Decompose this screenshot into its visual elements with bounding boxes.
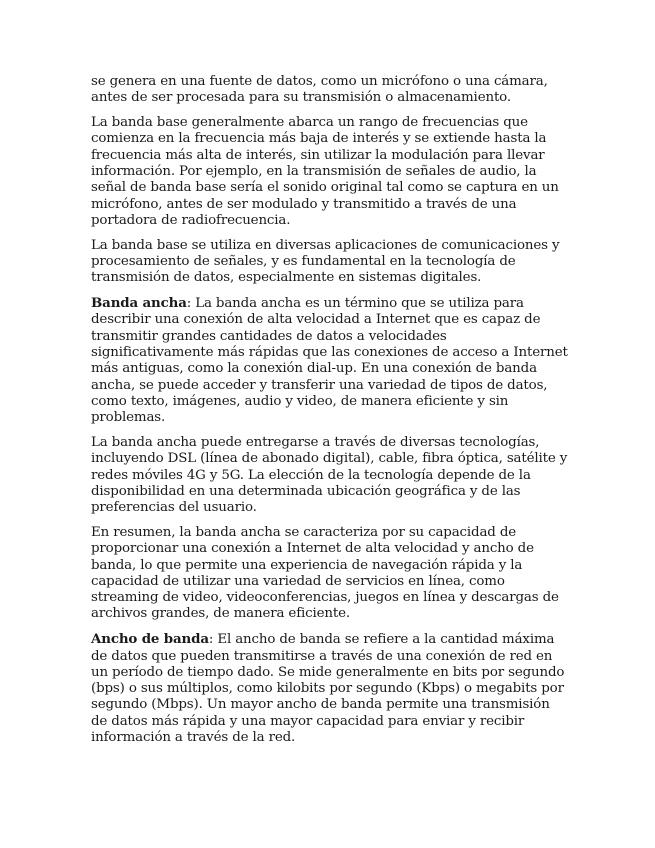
paragraph-1 bbox=[91, 74, 569, 107]
paragraph-banda-ancha bbox=[91, 295, 569, 426]
paragraph-text: : El ancho de banda se refiere a la cantidad máxima de datos que pueden transmitirse a través de una conexión de red en un período de tiempo dado. Se mide generalmente en bits por segundo (bps) o sus múltiplos, como kilobits por segundo (Kbps) o megabits por segundo (Mbps). Un mayor ancho de banda permite una transmisión de datos más rápida y una mayor capacidad para enviar y recibir información a través de la red. bbox=[91, 632, 565, 745]
paragraph-text: se genera en una fuente de datos, como un micrófono o una cámara, antes de ser procesada para su transmisión o almacenamiento. bbox=[91, 74, 548, 106]
paragraph-6 bbox=[91, 525, 569, 623]
term-banda-ancha: Banda ancha bbox=[91, 295, 187, 312]
paragraph-2 bbox=[91, 115, 569, 229]
document-page bbox=[91, 74, 569, 755]
term-ancho-de-banda: Ancho de banda bbox=[91, 631, 209, 648]
paragraph-text: La banda base generalmente abarca un rango de frecuencias que comienza en la frecuencia más baja de interés y se extiende hasta la frecuencia más alta de interés, sin utilizar la modulación para llevar información. Por ejemplo, en la transmisión de señales de audio, la señal de banda base sería el sonido original tal como se captura en un micrófono, antes de ser modulado y transmitido a través de una portadora de radiofrecuencia. bbox=[91, 115, 559, 228]
paragraph-text: : La banda ancha es un término que se utiliza para describir una conexión de alta velocidad a Internet que es capaz de transmitir grandes cantidades de datos a velocidades significativamente más rápidas que las conexiones de acceso a Internet más antiguas, como la conexión dial-up. En una conexión de banda ancha, se puede acceder y transferir una variedad de tipos de datos, como texto, imágenes, audio y video, de manera eficiente y sin problemas. bbox=[91, 296, 568, 426]
paragraph-text: La banda base se utiliza en diversas aplicaciones de comunicaciones y procesamiento de señales, y es fundamental en la tecnología de transmisión de datos, especialmente en sistemas digitales. bbox=[91, 237, 560, 286]
paragraph-text: En resumen, la banda ancha se caracteriza por su capacidad de proporcionar una conexión a Internet de alta velocidad y ancho de banda, lo que permite una experiencia de navegación rápida y la capacidad de utilizar una variedad de servicios en línea, como streaming de video, videoconferencias, juegos en línea y descargas de archivos grandes, de manera eficiente. bbox=[91, 524, 559, 622]
paragraph-ancho-de-banda bbox=[91, 631, 569, 746]
paragraph-text: La banda ancha puede entregarse a través de diversas tecnologías, incluyendo DSL (línea de abonado digital), cable, fibra óptica, satélite y redes móviles 4G y 5G. La elección de la tecnología depende de la disponibilidad en una determinada ubicación geográfica y de las preferencias del usuario. bbox=[91, 434, 568, 516]
paragraph-5 bbox=[91, 435, 569, 516]
paragraph-3 bbox=[91, 238, 569, 287]
